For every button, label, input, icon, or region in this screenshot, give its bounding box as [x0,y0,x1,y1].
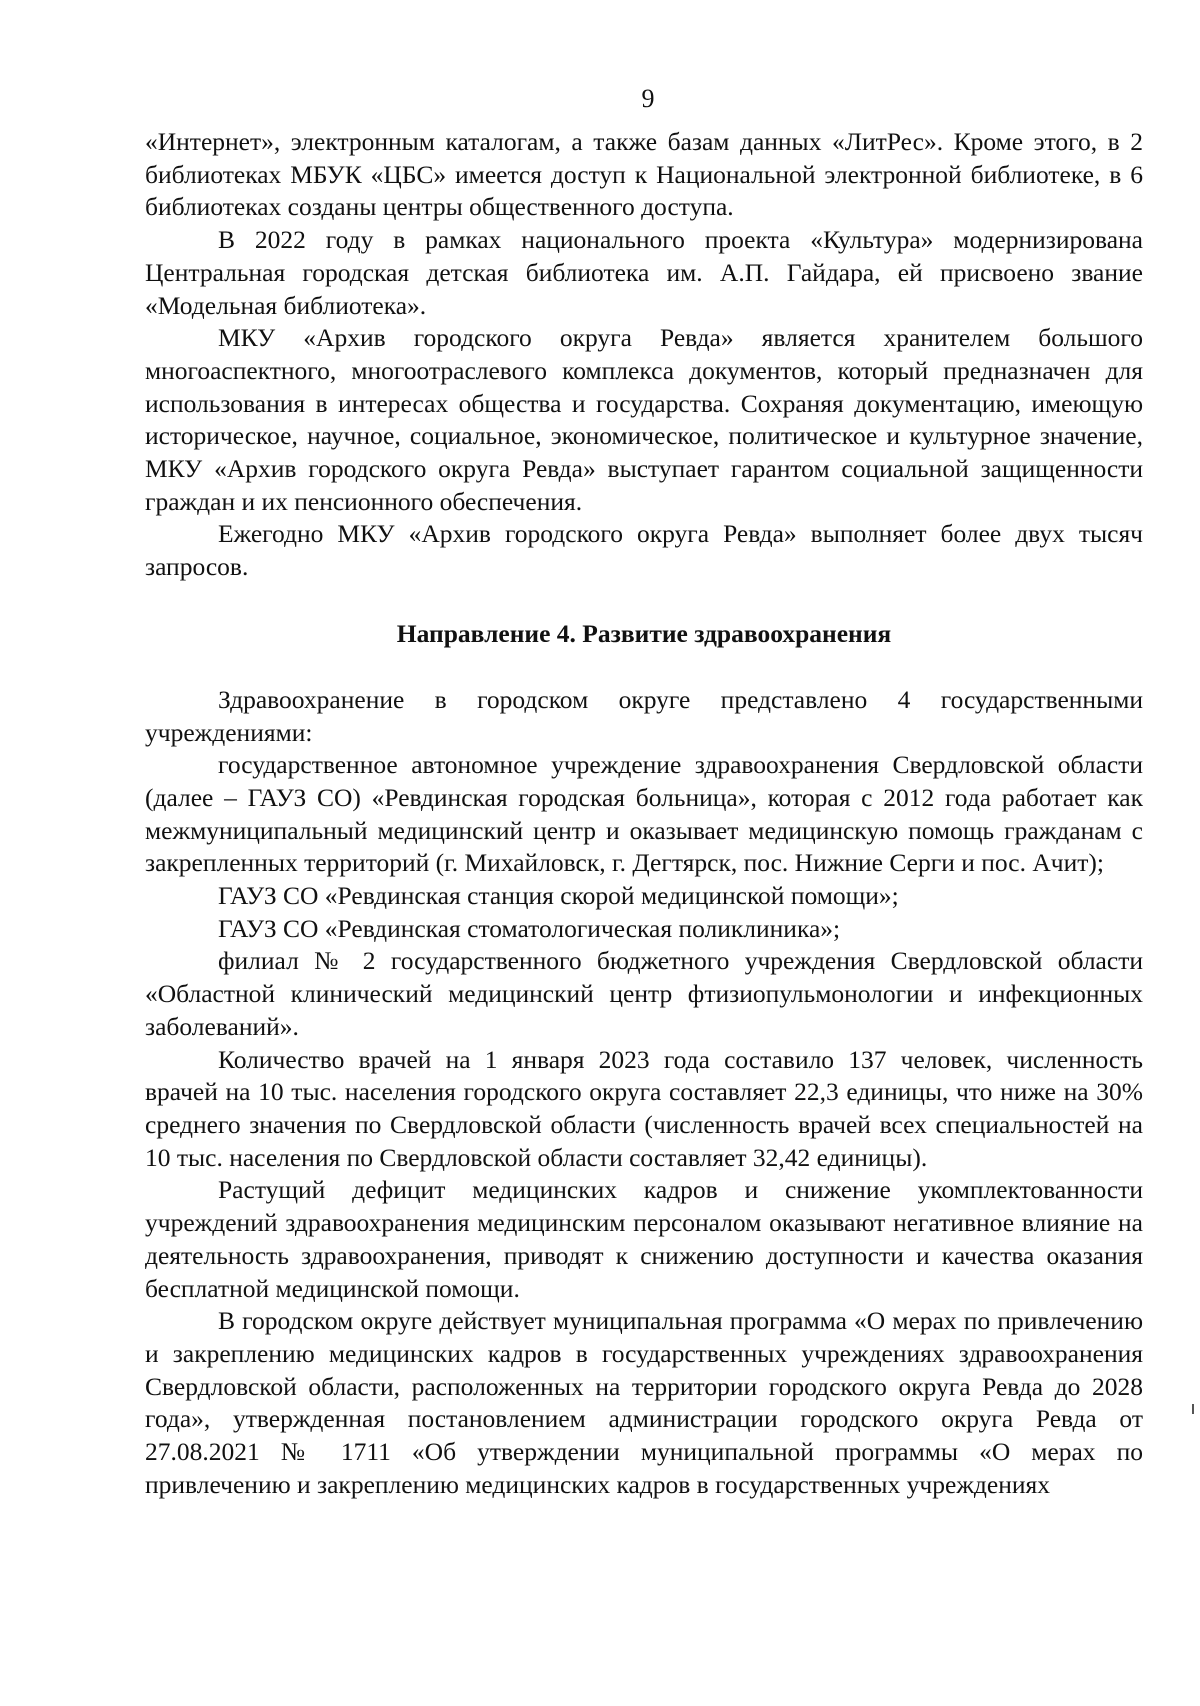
paragraph-municipal-program: В городском округе действует муниципальная программа «О мерах по привлечению и закреплению медицинских кадров в государственных учреждениях здравоохранения Свердловской области, расположенных на территории городского округа Ревда до 2028 года», утвержденная постановлением администрации городского округа Ревда от 27.08.2021 № 1711 «Об утверждении муниципальной программы «О мерах по привлечению и закреплению медицинских кадров в государственных учреждениях [145,1306,1143,1499]
page-body [145,126,1143,1501]
page-number: 9 [641,84,655,113]
paragraph-phthisio-branch: филиал № 2 государственного бюджетного учреждения Свердловской области «Областной клинический медицинский центр фтизиопульмонологии и инфекционных заболеваний». [145,946,1143,1041]
scan-artifact-mark [1192,1404,1194,1414]
paragraph-staff-deficit: Растущий дефицит медицинских кадров и снижение укомплектованности учреждений здравоохранения медицинским персоналом оказывают негативное влияние на деятельность здравоохранения, приводят к снижению доступности и качества оказания бесплатной медицинской помощи. [145,1175,1143,1303]
paragraph-library-access: «Интернет», электронным каталогам, а также базам данных «ЛитРес». Кроме этого, в 2 библиотеках МБУК «ЦБС» имеется доступ к Национальной электронной библиотеке, в 6 библиотеках созданы центры общественного доступа. [145,127,1143,222]
paragraph-health-intro: Здравоохранение в городском округе представлено 4 государственными учреждениями: [145,684,1143,747]
paragraph-archive: МКУ «Архив городского округа Ревда» является хранителем большого многоаспектного, многоотраслевого комплекса документов, который предназначен для использования в интересах общества и государства. Сохраняя документацию, имеющую историческое, научное, социальное, экономическое, политическое и культурное значение, МКУ «Архив городского округа Ревда» выступает гарантом социальной защищенности граждан и их пенсионного обеспечения. [145,323,1143,516]
paragraph-city-hospital: государственное автономное учреждение здравоохранения Свердловской области (далее – ГАУЗ СО) «Ревдинская городская больница», которая с 2012 года работает как межмуниципальный медицинский центр и оказывает медицинскую помощь гражданам с закрепленных территорий (г. Михайловск, г. Дегтярск, пос. Нижние Серги и пос. Ачит); [145,750,1143,878]
paragraph-ambulance-station: ГАУЗ СО «Ревдинская станция скорой медицинской помощи»; [218,881,899,911]
paragraph-archive-requests: Ежегодно МКУ «Архив городского округа Ревда» выполняет более двух тысяч запросов. [145,519,1143,582]
paragraph-dental-clinic: ГАУЗ СО «Ревдинская стоматологическая поликлиника»; [218,913,841,943]
paragraph-model-library: В 2022 году в рамках национального проекта «Культура» модернизирована Центральная городская детская библиотека им. А.П. Гайдара, ей присвоено звание «Модельная библиотека». [145,225,1143,320]
section-heading: Направление 4. Развитие здравоохранения [396,618,892,648]
paragraph-doctor-count: Количество врачей на 1 января 2023 года составило 137 человек, численность врачей на 10 тыс. населения городского округа составляет 22,3 единицы, что ниже на 30% среднего значения по Свердловской области (численность врачей всех специальностей на 10 тыс. населения по Свердловской области составляет 32,42 единицы). [145,1044,1143,1172]
